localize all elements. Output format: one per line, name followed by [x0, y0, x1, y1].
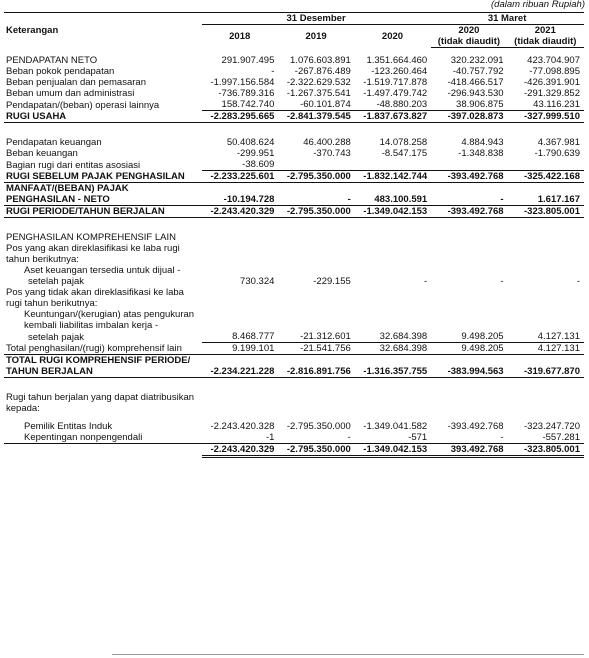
cell-value: 38.906.875	[456, 99, 504, 110]
row-label: Beban keuangan	[6, 148, 78, 159]
group-header-desember: 31 Desember	[202, 13, 431, 25]
table-row	[4, 309, 584, 320]
cell-value: 32.684.398	[379, 331, 428, 342]
table-row-total	[4, 111, 584, 123]
cell-value: -21.312.601	[300, 331, 351, 342]
cell-value: 291.907.495	[221, 55, 275, 66]
table-row	[4, 55, 584, 66]
cell-value: -2.795.350.000	[278, 206, 354, 218]
cell-value: -2.816.891.756	[278, 366, 354, 378]
year-header: 2021	[534, 25, 556, 36]
cell-value: -1	[202, 432, 278, 444]
cell-value	[431, 159, 507, 171]
row-label: TAHUN BERJALAN	[4, 366, 202, 378]
cell-value: -296.943.530	[447, 88, 504, 99]
row-label: Pemilik Entitas Induk	[24, 421, 113, 432]
row-label: RUGI PERIODE/TAHUN BERJALAN	[4, 206, 202, 218]
cell-value: -	[431, 194, 507, 206]
column-header-keterangan: Keterangan	[4, 13, 202, 48]
cell-value: -2.243.420.329	[202, 444, 278, 457]
table-row	[4, 99, 584, 111]
cell-value: -323.805.001	[508, 206, 584, 218]
cell-value: -123.260.464	[371, 66, 428, 77]
table-row-total	[4, 171, 584, 183]
table-row	[4, 183, 584, 195]
cell-value: -1.349.041.582	[363, 421, 428, 432]
table-row	[4, 331, 584, 343]
row-label: TOTAL RUGI KOMPREHENSIF PERIODE/	[6, 355, 191, 366]
row-label: Pos yang akan direklasifikasi ke laba rugi	[6, 243, 180, 254]
section-heading: PENGHASILAN KOMPREHENSIF LAIN	[6, 232, 176, 243]
table-row	[4, 159, 584, 171]
page-bottom-divider	[112, 654, 584, 655]
cell-value: -325.422.168	[508, 171, 584, 183]
cell-value: -	[278, 432, 354, 444]
cell-value: -	[431, 432, 507, 444]
row-label: Beban umum dan administrasi	[6, 88, 135, 99]
cell-value: 46.400.288	[303, 137, 351, 148]
cell-value: -1.497.479.742	[363, 88, 428, 99]
cell-value: -1.348.838	[458, 148, 504, 159]
cell-value: 9.498.205	[461, 331, 504, 342]
row-label: Keuntungan/(kerugian) atas pengukuran	[24, 309, 195, 320]
section-heading-row	[4, 232, 584, 243]
cell-value: -291.329.852	[524, 88, 580, 99]
row-label: tahun berikutnya:	[6, 254, 79, 265]
table-row	[4, 298, 584, 309]
cell-value: -1.349.042.153	[355, 206, 431, 218]
row-label: Bagian rugi dari entitas asosiasi	[6, 159, 141, 171]
cell-value: -327.999.510	[508, 111, 584, 123]
cell-value: 1.617.167	[508, 194, 584, 206]
cell-value: 1.351.664.460	[366, 55, 428, 66]
table-row	[4, 137, 584, 148]
cell-value: -1.837.673.827	[355, 111, 431, 123]
table-row	[4, 355, 584, 367]
cell-value: -736.789.316	[218, 88, 275, 99]
table-row	[4, 77, 584, 88]
group-header-maret: 31 Maret	[431, 13, 584, 25]
table-row-total	[4, 343, 584, 355]
row-label: RUGI USAHA	[4, 111, 202, 123]
row-label: setelah pajak	[28, 276, 84, 287]
cell-value: 4.127.131	[508, 343, 584, 355]
cell-value: 4.884.943	[461, 137, 504, 148]
table-row	[4, 265, 584, 276]
unaudited-note: (tidak diaudit)	[431, 36, 507, 48]
cell-value: -319.677.870	[508, 366, 584, 378]
cell-value: -8.547.175	[381, 148, 428, 159]
table-row	[4, 276, 584, 287]
table-row	[4, 243, 584, 254]
cell-value: -2.841.379.545	[278, 111, 354, 123]
cell-value: -	[271, 66, 275, 77]
row-label: Kepentingan nonpengendali	[4, 432, 202, 444]
table-row	[4, 320, 584, 331]
row-label: rugi tahun berikutnya:	[6, 298, 98, 309]
cell-value: 158.742.740	[221, 99, 275, 110]
cell-value: 320.232.091	[450, 55, 504, 66]
cell-value: -10.194.728	[202, 194, 278, 206]
cell-value: -397.028.873	[431, 111, 507, 123]
cell-value: 32.684.398	[355, 343, 431, 355]
table-row	[4, 403, 584, 414]
cell-value: -	[576, 276, 580, 287]
table-row	[4, 194, 584, 206]
table-row	[4, 254, 584, 265]
cell-value: -60.101.874	[300, 99, 351, 110]
cell-value: -557.281	[508, 432, 584, 444]
row-label: Beban pokok pendapatan	[6, 66, 115, 77]
cell-value: -	[278, 194, 354, 206]
row-label: Total penghasilan/(rugi) komprehensif lain	[4, 343, 202, 355]
cell-value: -38.609	[242, 159, 275, 170]
table-row	[4, 432, 584, 444]
cell-value: 43.116.231	[533, 99, 580, 110]
cell-value: -2.283.295.665	[202, 111, 278, 123]
cell-value: 423.704.907	[527, 55, 580, 66]
cell-value: -2.234.221.228	[202, 366, 278, 378]
row-label: RUGI SEBELUM PAJAK PENGHASILAN	[4, 171, 202, 183]
cell-value: -418.466.517	[447, 77, 504, 88]
cell-value: -2.795.350.000	[286, 421, 351, 432]
currency-caption: (dalam ribuan Rupiah)	[491, 0, 585, 10]
row-label: Pendapatan keuangan	[6, 137, 102, 148]
cell-value: -393.492.768	[431, 206, 507, 218]
cell-value: 730.324	[240, 276, 275, 287]
cell-value: 9.498.205	[431, 343, 507, 355]
year-header: 2020	[381, 30, 404, 42]
cell-value: -21.541.756	[278, 343, 354, 355]
row-label: Beban penjualan dan pemasaran	[6, 77, 146, 88]
table-row	[4, 392, 584, 403]
year-header: 2018	[229, 30, 251, 42]
cell-value: -299.951	[236, 148, 275, 159]
row-label: MANFAAT/(BEBAN) PAJAK	[6, 183, 129, 194]
cell-value: -370.743	[313, 148, 351, 159]
row-label: setelah pajak	[28, 331, 84, 343]
cell-value: -1.267.375.541	[286, 88, 351, 99]
financial-statement-table	[4, 12, 584, 458]
cell-value: -383.994.563	[431, 366, 507, 378]
table-row-total	[4, 206, 584, 218]
row-label: Pos yang tidak akan direklasifikasi ke laba	[6, 287, 184, 298]
table-row	[4, 421, 584, 432]
cell-value: 9.199.101	[202, 343, 278, 355]
year-header: 2020	[458, 25, 480, 36]
cell-value: -2.795.350.000	[278, 171, 354, 183]
cell-value: 1.076.603.891	[290, 55, 351, 66]
cell-value: -393.492.768	[431, 171, 507, 183]
row-label: kepada:	[6, 403, 40, 414]
table-row-total	[4, 366, 584, 378]
cell-value: -267.876.489	[294, 66, 351, 77]
cell-value: -323.247.720	[524, 421, 580, 432]
cell-value: -1.519.717.878	[363, 77, 428, 88]
cell-value: -77.098.895	[529, 66, 580, 77]
cell-value: -571	[355, 432, 431, 444]
cell-value: 14.078.258	[379, 137, 428, 148]
unaudited-note: (tidak diaudit)	[508, 36, 584, 48]
cell-value: -323.805.001	[508, 444, 584, 457]
header-group-row	[4, 13, 584, 25]
cell-value	[355, 159, 431, 171]
table-row	[4, 148, 584, 159]
cell-value	[508, 159, 584, 171]
row-label: PENGHASILAN - NETO	[4, 194, 202, 206]
cell-value: -1.997.156.584	[210, 77, 275, 88]
year-header: 2019	[305, 30, 327, 42]
cell-value: -1.349.042.153	[355, 444, 431, 457]
cell-value: -1.316.357.755	[355, 366, 431, 378]
row-label: Pendapatan/(beban) operasi lainnya	[6, 99, 160, 111]
table-row	[4, 66, 584, 77]
cell-value: -40.757.792	[452, 66, 504, 77]
cell-value: -48.880.203	[376, 99, 428, 110]
cell-value: -1.790.639	[534, 148, 580, 159]
table-row	[4, 287, 584, 298]
row-label: Aset keuangan tersedia untuk dijual -	[24, 265, 181, 276]
row-label: kembali liabilitas imbalan kerja -	[24, 320, 159, 331]
cell-value: -2.233.225.601	[202, 171, 278, 183]
cell-value: 393.492.768	[431, 444, 507, 457]
cell-value: 483.100.591	[355, 194, 431, 206]
cell-value: 50.408.624	[226, 137, 275, 148]
cell-value: -	[500, 276, 504, 287]
cell-value: -2.795.350.000	[278, 444, 354, 457]
cell-value: -2.243.420.329	[202, 206, 278, 218]
cell-value: -426.391.901	[524, 77, 580, 88]
cell-value: -	[424, 276, 428, 287]
cell-value: -2.243.420.328	[210, 421, 275, 432]
cell-value: -229.155	[313, 276, 351, 287]
table-row-total	[4, 444, 584, 457]
row-label: PENDAPATAN NETO	[6, 55, 98, 66]
cell-value: 4.367.981	[537, 137, 580, 148]
cell-value: 8.468.777	[232, 331, 275, 342]
cell-value: -2.322.629.532	[286, 77, 351, 88]
row-label: Rugi tahun berjalan yang dapat diatribusikan	[6, 392, 195, 403]
cell-value: -1.832.142.744	[355, 171, 431, 183]
cell-value	[278, 159, 354, 171]
table-row	[4, 88, 584, 99]
cell-value: 4.127.131	[537, 331, 580, 342]
cell-value: -393.492.768	[447, 421, 504, 432]
